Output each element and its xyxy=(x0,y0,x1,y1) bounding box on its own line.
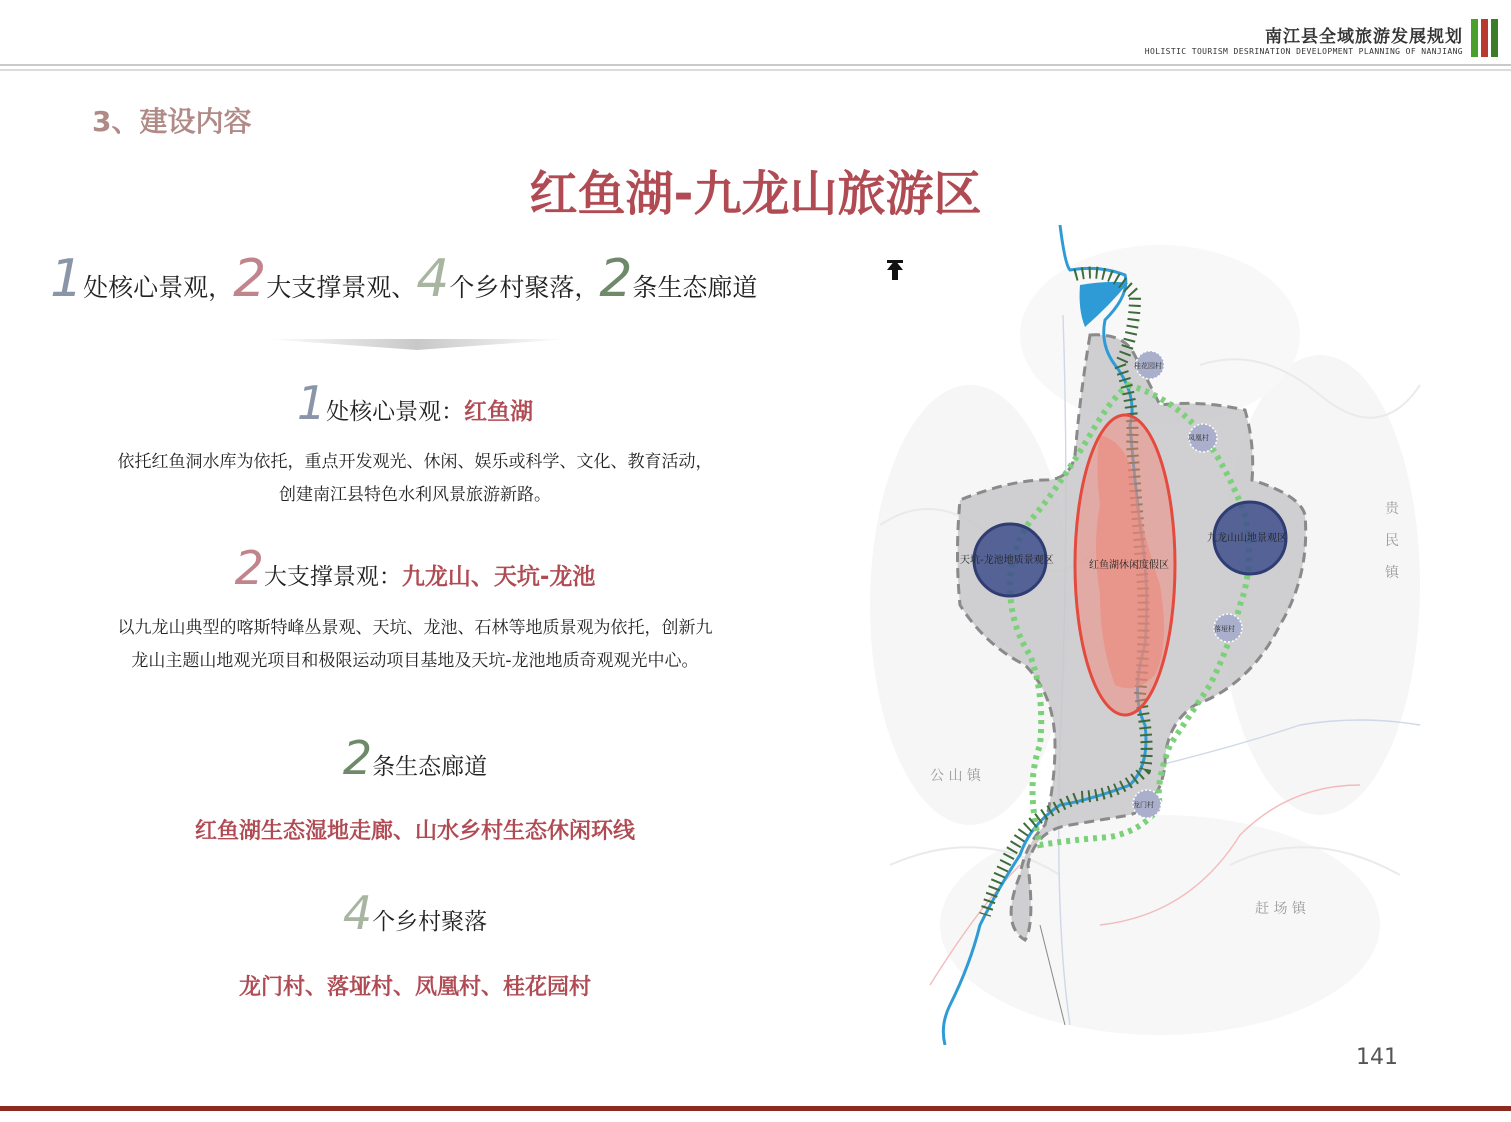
summary-divider-wedge xyxy=(265,337,570,351)
zone-left-label: 天坑-龙池地质景观区 xyxy=(960,555,1054,566)
core-highlight: 红鱼湖 xyxy=(464,399,534,425)
core-line-1: 依托红鱼洞水库为依托，重点开发观光、休闲、娱乐或科学、文化、教育活动， xyxy=(117,452,713,472)
villages-items: 龙门村、落垭村、凤凰村、桂花园村 xyxy=(238,975,591,1000)
header-divider-secondary xyxy=(0,69,1511,71)
town-guimin-3: 镇 xyxy=(1385,565,1399,581)
page-title: 红鱼湖-九龙山旅游区 xyxy=(529,166,982,222)
support-description xyxy=(40,612,790,678)
header-bar-green xyxy=(1471,19,1478,57)
core-num: 1 xyxy=(296,376,327,430)
town-ganchang-label: 赶 场 镇 xyxy=(1255,901,1306,917)
support-line-2: 龙山主题山地观光项目和极限运动项目基地及天坑-龙池地质奇观观光中心。 xyxy=(131,651,699,671)
village-longmen-label: 龙门村 xyxy=(1133,801,1154,809)
summary-line xyxy=(50,249,758,309)
village-fenghuang-label: 凤凰村 xyxy=(1188,434,1209,442)
header-color-bars xyxy=(1471,19,1499,57)
core-landscape-heading xyxy=(80,376,750,430)
town-guimin-2: 民 xyxy=(1385,533,1399,549)
core-description xyxy=(40,446,790,512)
summary-text-corridor: 条生态廊道 xyxy=(632,273,758,302)
town-guimin-1: 贵 xyxy=(1385,501,1399,517)
corridor-heading xyxy=(80,731,750,785)
village-guihua-label: 桂花园村 xyxy=(1134,362,1162,370)
summary-text-support: 大支撑景观、 xyxy=(266,273,417,302)
core-label: 处核心景观： xyxy=(326,399,465,425)
corridor-num: 2 xyxy=(342,731,373,785)
town-gongshan-label: 公 山 镇 xyxy=(930,768,981,784)
support-landscape-heading xyxy=(80,541,750,595)
section-heading: 3、建设内容 xyxy=(92,105,252,138)
header-bar-red xyxy=(1481,19,1488,57)
support-highlight: 九龙山、天坑-龙池 xyxy=(401,564,596,590)
village-luoya-label: 落垭村 xyxy=(1214,625,1235,633)
corridor-items: 红鱼湖生态湿地走廊、山水乡村生态休闲环线 xyxy=(194,819,635,844)
villages-label: 个乡村聚落 xyxy=(372,909,488,935)
page-number: 141 xyxy=(1356,1045,1398,1070)
summary-text-villages: 个乡村聚落， xyxy=(449,273,600,302)
summary-num-corridor: 2 xyxy=(599,249,633,309)
summary-num-core: 1 xyxy=(50,249,84,309)
document-subtitle: HOLISTIC TOURISM DESRINATION DEVELOPMENT PLANNING OF NANJIANG xyxy=(1144,47,1463,56)
summary-num-villages: 4 xyxy=(416,249,450,309)
villages-heading xyxy=(80,886,750,940)
support-line-1: 以九龙山典型的喀斯特峰丛景观、天坑、龙池、石林等地质景观为依托，创新九 xyxy=(117,618,713,638)
summary-num-support: 2 xyxy=(233,249,267,309)
villages-num: 4 xyxy=(342,886,373,940)
summary-text-core: 处核心景观， xyxy=(83,273,234,302)
header-divider xyxy=(0,64,1511,66)
support-num: 2 xyxy=(234,541,264,595)
header-bar-darkgreen xyxy=(1491,19,1498,57)
zone-right-label: 九龙山山地景观区 xyxy=(1207,533,1287,544)
footer-rule xyxy=(0,1106,1511,1111)
core-line-2: 创建南江县特色水利风景旅游新路。 xyxy=(279,485,551,505)
zone-center-label: 红鱼湖休闲度假区 xyxy=(1089,560,1169,571)
planning-map xyxy=(860,225,1430,1045)
support-label: 大支撑景观： xyxy=(263,564,402,590)
document-title: 南江县全域旅游发展规划 xyxy=(1265,27,1463,47)
corridor-label: 条生态廊道 xyxy=(372,754,488,780)
